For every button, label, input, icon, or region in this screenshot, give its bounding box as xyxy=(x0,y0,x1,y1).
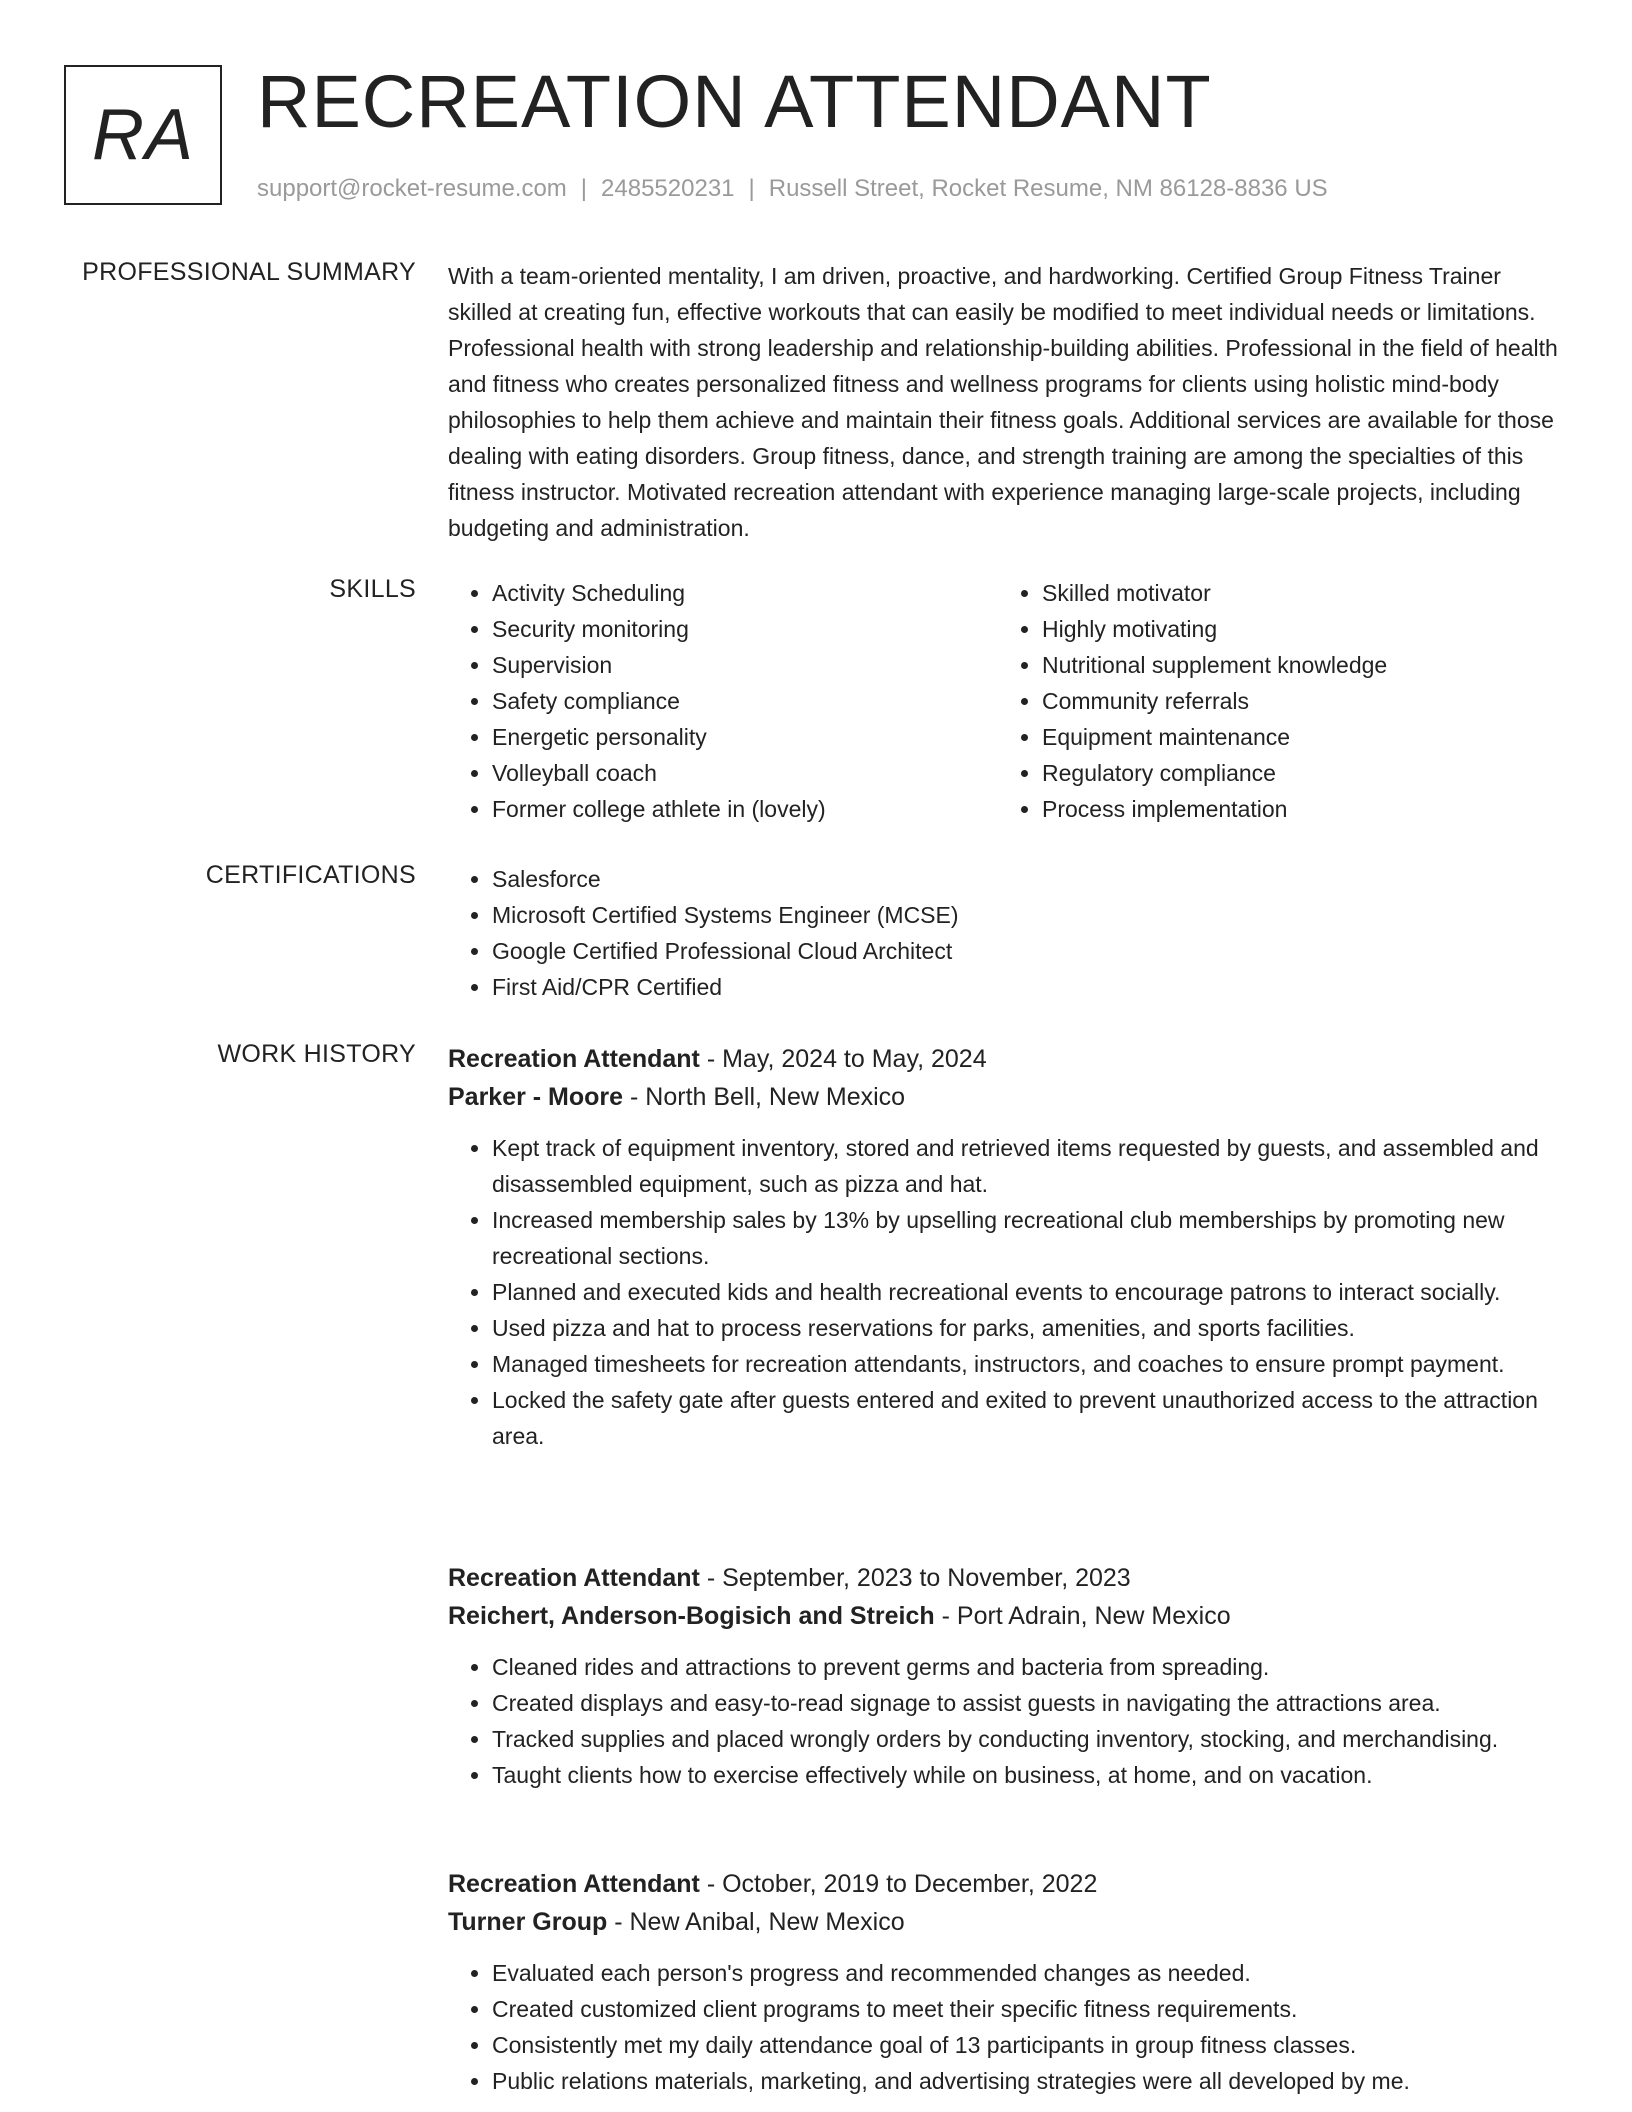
job-bullet: • Increased membership sales by 13% by upselling recreational club memberships by promoting new recreational sections. xyxy=(492,1202,1568,1274)
skills-list-right xyxy=(998,575,1548,827)
job-title-line xyxy=(448,1559,1568,1597)
contact-email[interactable]: support@rocket-resume.com xyxy=(257,175,567,202)
job-entry xyxy=(448,1040,1568,1454)
section-label-summary: PROFESSIONAL SUMMARY xyxy=(82,258,416,286)
skills-column-left xyxy=(448,575,998,827)
job-bullet: • Cleaned rides and attractions to prevent germs and bacteria from spreading. xyxy=(492,1649,1568,1685)
resume-header xyxy=(64,60,1564,210)
skill-item: • Skilled motivator xyxy=(1042,575,1548,611)
certifications-list xyxy=(448,861,1568,1005)
job-dates: - October, 2019 to December, 2022 xyxy=(699,1870,1098,1898)
job-bullet: • Consistently met my daily attendance goal of 13 participants in group fitness classes. xyxy=(492,2027,1568,2063)
summary-body xyxy=(448,258,1568,546)
skill-item: • Highly motivating xyxy=(1042,611,1548,647)
certification-item: • Salesforce xyxy=(492,861,1568,897)
job-company-line xyxy=(448,1903,1568,1941)
job-title-line xyxy=(448,1865,1568,1903)
job-company: Turner Group xyxy=(448,1908,608,1936)
skill-item: • Security monitoring xyxy=(492,611,998,647)
job-title: Recreation Attendant xyxy=(448,1564,700,1592)
certification-item: • First Aid/CPR Certified xyxy=(492,969,1568,1005)
skills-body xyxy=(448,575,1568,827)
job-bullet: • Used pizza and hat to process reservations for parks, amenities, and sports facilities. xyxy=(492,1310,1568,1346)
skill-item: • Equipment maintenance xyxy=(1042,719,1548,755)
contact-separator: | xyxy=(748,175,755,202)
job-title-line xyxy=(448,1040,1568,1078)
job-title: Recreation Attendant xyxy=(448,1045,700,1073)
skill-item: • Community referrals xyxy=(1042,683,1548,719)
skill-item: • Regulatory compliance xyxy=(1042,755,1548,791)
contact-separator: | xyxy=(580,175,588,202)
job-bullet: • Evaluated each person's progress and recommended changes as needed. xyxy=(492,1955,1568,1991)
job-entry xyxy=(448,1559,1568,1793)
job-bullet: • Managed timesheets for recreation attendants, instructors, and coaches to ensure prompt payment. xyxy=(492,1346,1568,1382)
skill-item: • Activity Scheduling xyxy=(492,575,998,611)
job-location: - North Bell, New Mexico xyxy=(623,1083,906,1111)
contact-phone[interactable]: 2485520231 xyxy=(601,175,735,202)
job-company: Parker - Moore xyxy=(448,1083,624,1111)
certification-item: • Google Certified Professional Cloud Architect xyxy=(492,933,1568,969)
skill-item: • Volleyball coach xyxy=(492,755,998,791)
skill-item: • Nutritional supplement knowledge xyxy=(1042,647,1548,683)
skill-item: • Supervision xyxy=(492,647,998,683)
skills-column-right xyxy=(998,575,1548,827)
section-label-certifications: CERTIFICATIONS xyxy=(205,861,416,889)
skills-list-left xyxy=(448,575,998,827)
contact-address: Russell Street, Rocket Resume, NM 86128-8836 US xyxy=(768,175,1328,202)
skill-item: • Energetic personality xyxy=(492,719,998,755)
certifications-body xyxy=(448,861,1568,1005)
job-bullet: • Created displays and easy-to-read signage to assist guests in navigating the attractions area. xyxy=(492,1685,1568,1721)
job-company-line xyxy=(448,1597,1568,1635)
section-label-skills: SKILLS xyxy=(329,575,416,603)
job-dates: - September, 2023 to November, 2023 xyxy=(699,1564,1131,1592)
section-label-work-history: WORK HISTORY xyxy=(217,1040,416,1068)
job-bullets xyxy=(448,1955,1568,2099)
job-dates: - May, 2024 to May, 2024 xyxy=(699,1045,987,1073)
job-bullet: • Taught clients how to exercise effectively while on business, at home, and on vacation. xyxy=(492,1757,1568,1793)
job-bullet: • Locked the safety gate after guests entered and exited to prevent unauthorized access to the attraction area. xyxy=(492,1382,1568,1454)
job-bullet: • Kept track of equipment inventory, stored and retrieved items requested by guests, and assembled and disassembled equipment, such as pizza and hat. xyxy=(492,1130,1568,1202)
job-title: Recreation Attendant xyxy=(448,1870,700,1898)
job-bullet: • Tracked supplies and placed wrongly orders by conducting inventory, stocking, and merchandising. xyxy=(492,1721,1568,1757)
job-company: Reichert, Anderson-Bogisich and Streich xyxy=(448,1602,935,1630)
job-location: - Port Adrain, New Mexico xyxy=(934,1602,1231,1630)
job-location: - New Anibal, New Mexico xyxy=(607,1908,905,1936)
skill-item: • Process implementation xyxy=(1042,791,1548,827)
contact-line xyxy=(257,175,1328,203)
skill-item: • Former college athlete in (lovely) xyxy=(492,791,998,827)
job-company-line xyxy=(448,1078,1568,1116)
job-bullets xyxy=(448,1649,1568,1793)
certification-item: • Microsoft Certified Systems Engineer (MCSE) xyxy=(492,897,1568,933)
candidate-title: RECREATION ATTENDANT xyxy=(257,60,1212,143)
job-bullet: • Planned and executed kids and health recreational events to encourage patrons to interact socially. xyxy=(492,1274,1568,1310)
skill-item: • Safety compliance xyxy=(492,683,998,719)
monogram-logo: RA xyxy=(64,65,222,205)
job-bullets xyxy=(448,1130,1568,1454)
job-bullet: • Public relations materials, marketing, and advertising strategies were all developed by me. xyxy=(492,2063,1568,2099)
summary-text: With a team-oriented mentality, I am driven, proactive, and hardworking. Certified Group Fitness Trainer skilled at creating fun, effective workouts that can easily be modified to meet individual needs or limitations. Professional health with strong leadership and relationship-building abilities. Professional in the field of health and fitness who creates personalized fitness and wellness programs for clients using holistic mind-body philosophies to help them achieve and maintain their fitness goals. Additional services are available for those dealing with eating disorders. Group fitness, dance, and strength training are among the specialties of this fitness instructor. Motivated recreation attendant with experience managing large-scale projects, including budgeting and administration. xyxy=(448,263,1558,541)
job-bullet: • Created customized client programs to meet their specific fitness requirements. xyxy=(492,1991,1568,2027)
job-entry xyxy=(448,1865,1568,2099)
